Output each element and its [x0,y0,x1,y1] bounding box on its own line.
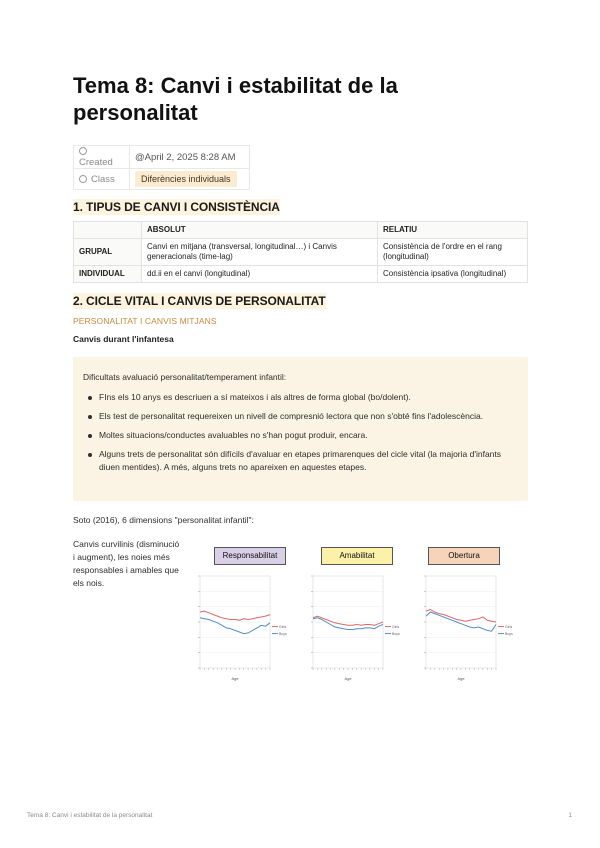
section2-heading: 2. CICLE VITAL I CANVIS DE PERSONALITAT [73,294,326,308]
table-header-relatiu: RELATIU [378,222,528,239]
chart-title-obertura: Obertura [428,547,500,565]
chart-obertura [416,570,516,682]
table-header-absolut: ABSOLUT [142,222,378,239]
table-row [74,266,528,283]
class-label: Class [74,169,130,190]
chart-amabilitat [303,570,403,682]
callout-box [73,357,528,501]
table-header-corner [74,222,142,239]
table-cell: Canvi en mitjana (transversal, longitudinal…) i Canvis generacionals (time-lag) [142,239,378,266]
created-value: @April 2, 2025 8:28 AM [130,146,250,169]
list-item: Alguns trets de personalitat són difícils d'avaluar en etapes primarenques del cicle vital (la majoria d'infants diuen mentides). A més, alguns trets no apareixen en aquestes etapes. [88,448,518,474]
legend-label-boys: Boys [505,632,513,637]
page-number: 1 [568,812,572,819]
clock-icon [79,147,87,155]
created-label: Created [74,146,130,169]
property-created [74,146,250,169]
chart-title-responsabilitat: Responsabilitat [214,547,286,565]
page-title: Tema 8: Canvi i estabilitat de la personalitat [73,73,398,125]
row-header: GRUPAL [74,239,142,266]
section1-heading: 1. TIPUS DE CANVI I CONSISTÈNCIA [73,200,280,214]
class-value [130,169,250,190]
table-cell: Consistència ipsativa (longitudinal) [378,266,528,283]
table-row [74,239,528,266]
callout-intro: Dificultats avaluació personalitat/temperament infantil: [83,372,287,382]
table-header-row [74,222,528,239]
x-axis-label: Age [344,676,352,681]
change-types-table [73,221,528,283]
list-item: Els test de personalitat requereixen un nivell de compresnió lectora que non s'obté fins l'adolescència. [88,410,518,423]
legend-label-girls: Girls [392,625,400,630]
legend-label-girls: Girls [279,625,287,630]
list-icon [79,175,87,183]
property-class [74,169,250,190]
properties-table [73,145,250,190]
chart-responsabilitat [190,570,290,682]
legend-label-girls: Girls [505,625,513,630]
table-cell: dd.ii en el canvi (longitudinal) [142,266,378,283]
legend-label-boys: Boys [279,632,287,637]
side-note: Canvis curvilinis (disminució i augment), les noies més responsables i amables que els nois. [73,539,180,588]
row-header: INDIVIDUAL [74,266,142,283]
section2-subheading: PERSONALITAT I CANVIS MITJANS [73,316,217,326]
list-item: Moltes situacions/conductes avaluables no s'han pogut produir, encara. [88,429,518,442]
table-cell: Consistència de l'ordre en el rang (longitudinal) [378,239,528,266]
childhood-heading: Canvis durant l'infantesa [73,334,174,344]
list-item: FIns els 10 anys es descriuen a sí mateixos i als altres de forma global (bo/dolent). [88,391,518,404]
x-axis-label: Age [231,676,239,681]
x-axis-label: Age [457,676,465,681]
chart-title-amabilitat: Amabilitat [321,547,393,565]
callout-list [83,391,518,474]
soto-line: Soto (2016), 6 dimensions "personalitat infantil": [73,515,254,525]
footer-title: Tema 8: Canvi i estabilitat de la personalitat [27,812,153,819]
legend-label-boys: Boys [392,632,400,637]
class-tag[interactable]: Diferències individuals [135,171,237,187]
